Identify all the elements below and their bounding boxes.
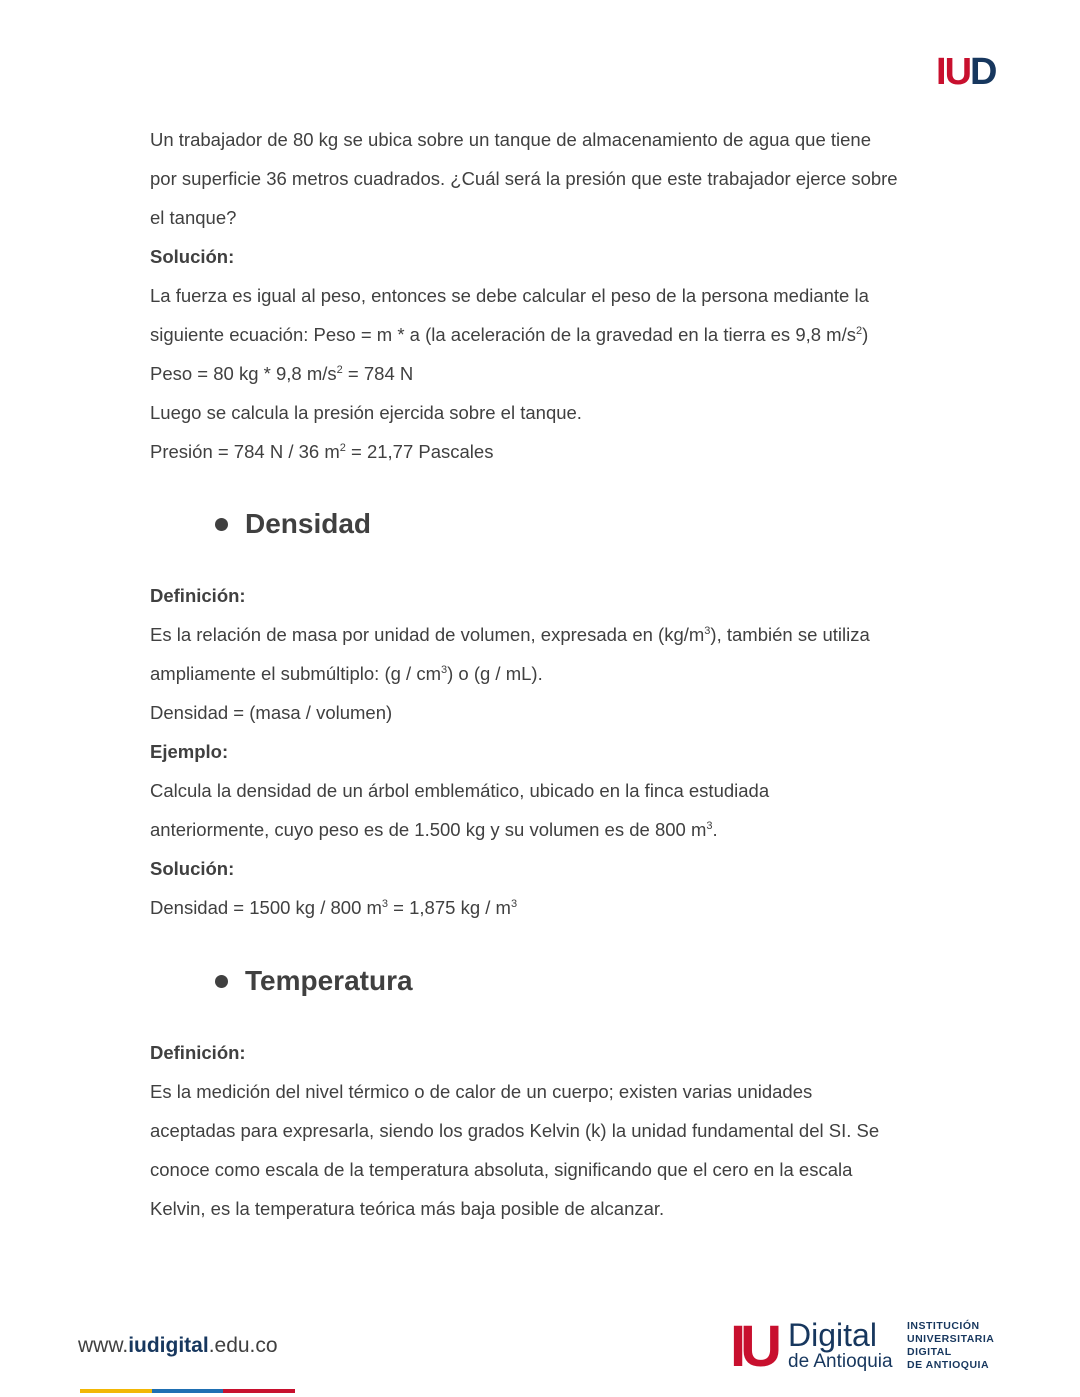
superscript: 3 bbox=[704, 625, 711, 637]
densidad-section bbox=[150, 576, 940, 927]
institution-line: DIGITAL bbox=[907, 1346, 952, 1358]
superscript: 3 bbox=[706, 820, 713, 832]
text-span: Es la relación de masa por unidad de volumen, expresada en (kg/m bbox=[150, 624, 705, 645]
text-span: Peso = 80 kg * 9,8 m/s bbox=[150, 363, 337, 384]
bullet-icon bbox=[215, 518, 228, 531]
text-span: = 1,875 kg / m bbox=[388, 897, 511, 918]
institution-line: DE ANTIOQUIA bbox=[907, 1359, 990, 1371]
superscript: 2 bbox=[339, 442, 346, 454]
bar-segment-yellow bbox=[80, 1389, 152, 1393]
logo-letter-u: U bbox=[944, 51, 971, 93]
definition-text-line bbox=[150, 615, 940, 654]
problem-text-line: por superficie 36 metros cuadrados. ¿Cuál será la presión que este trabajador ejerce sobre bbox=[150, 168, 898, 189]
definition-label: Definición: bbox=[150, 585, 246, 606]
superscript: 3 bbox=[510, 898, 518, 910]
logo-letter-u: U bbox=[740, 1314, 777, 1379]
superscript: 2 bbox=[336, 364, 343, 376]
logo-letter-i: I bbox=[936, 51, 945, 93]
example-text-line: Calcula la densidad de un árbol emblemático, ubicado en la finca estudiada bbox=[150, 780, 770, 801]
bar-segment-red bbox=[223, 1389, 295, 1393]
density-formula: Densidad = (masa / volumen) bbox=[150, 702, 393, 723]
example-label: Ejemplo: bbox=[150, 741, 229, 762]
text-span: = 21,77 Pascales bbox=[345, 441, 494, 462]
definition-text-line: conoce como escala de la temperatura absoluta, significando que el cero en la escala bbox=[150, 1159, 853, 1180]
heading-temperatura bbox=[215, 965, 413, 997]
logo-letter-d: D bbox=[970, 51, 996, 93]
density-result bbox=[150, 888, 940, 927]
text-span: ampliamente el submúltiplo: (g / cm bbox=[150, 663, 441, 684]
text-span: siguiente ecuación: Peso = m * a (la aceleración de la gravedad en la tierra es 9,8 m/s bbox=[150, 324, 856, 345]
text-span: . bbox=[712, 819, 718, 840]
text-span: Presión = 784 N / 36 m bbox=[150, 441, 340, 462]
footer-color-bar bbox=[80, 1389, 295, 1393]
institution-name bbox=[907, 1320, 994, 1372]
url-part-bold: iudigital bbox=[128, 1334, 209, 1357]
logo-digital: Digital bbox=[788, 1317, 877, 1353]
text-span: ), también se utiliza bbox=[710, 624, 870, 645]
text-span: ) bbox=[862, 324, 869, 345]
solution-text-line: Luego se calcula la presión ejercida sobre el tanque. bbox=[150, 402, 582, 423]
definition-label: Definición: bbox=[150, 1042, 246, 1063]
solution-text-line: La fuerza es igual al peso, entonces se debe calcular el peso de la persona mediante la bbox=[150, 285, 869, 306]
definition-text-line: Es la medición del nivel térmico o de calor de un cuerpo; existen varias unidades bbox=[150, 1081, 813, 1102]
problem-text-line: Un trabajador de 80 kg se ubica sobre un tanque de almacenamiento de agua que tiene bbox=[150, 129, 871, 150]
heading-text: Temperatura bbox=[245, 965, 413, 996]
solution-text-line bbox=[150, 315, 940, 354]
weight-formula bbox=[150, 354, 940, 393]
superscript: 3 bbox=[381, 898, 389, 910]
iud-logo bbox=[936, 52, 995, 92]
text-span: ) o (g / mL). bbox=[447, 663, 543, 684]
problem-text-line: el tanque? bbox=[150, 207, 237, 228]
bar-segment-blue bbox=[152, 1389, 224, 1393]
text-span: Densidad = 1500 kg / 800 m bbox=[150, 897, 382, 918]
definition-text-line bbox=[150, 654, 940, 693]
url-part: www. bbox=[78, 1334, 129, 1357]
definition-text-line: Kelvin, es la temperatura teórica más baja posible de alcanzar. bbox=[150, 1198, 665, 1219]
solution-label: Solución: bbox=[150, 246, 235, 267]
solution-label: Solución: bbox=[150, 858, 235, 879]
superscript: 2 bbox=[855, 325, 863, 337]
institution-line: UNIVERSITARIA bbox=[907, 1333, 995, 1345]
superscript: 3 bbox=[440, 664, 448, 676]
bullet-icon bbox=[215, 975, 228, 988]
text-span: = 784 N bbox=[342, 363, 414, 384]
logo-iu bbox=[730, 1314, 777, 1379]
logo-antioquia: de Antioquia bbox=[788, 1351, 893, 1372]
temperatura-section bbox=[150, 1033, 940, 1228]
heading-densidad bbox=[215, 508, 371, 540]
pressure-formula bbox=[150, 432, 940, 471]
example-text-line bbox=[150, 810, 940, 849]
logo-letter-i: I bbox=[730, 1314, 741, 1379]
iudigital-logo bbox=[730, 1314, 1010, 1379]
text-span: anteriormente, cuyo peso es de 1.500 kg y su volumen es de 800 m bbox=[150, 819, 707, 840]
intro-section bbox=[150, 120, 940, 471]
institution-line: INSTITUCIÓN bbox=[907, 1320, 980, 1332]
definition-text-line: aceptadas para expresarla, siendo los grados Kelvin (k) la unidad fundamental del SI. Se bbox=[150, 1120, 880, 1141]
website-link[interactable] bbox=[78, 1334, 278, 1358]
url-part: .edu.co bbox=[208, 1334, 278, 1357]
heading-text: Densidad bbox=[245, 508, 372, 539]
